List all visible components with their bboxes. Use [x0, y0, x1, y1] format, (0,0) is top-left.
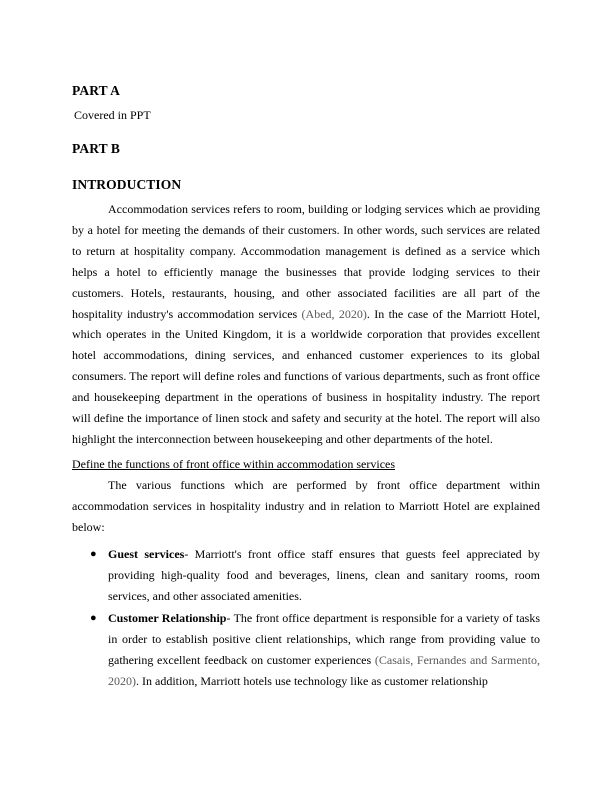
list-item-guest-services [72, 544, 540, 608]
introduction-citation: (Abed, 2020) [301, 306, 367, 321]
list-item-term: Customer Relationship [108, 610, 227, 625]
introduction-text-part-1: Accommodation services refers to room, building or lodging services which ae providing by a hotel for meeting the demands of their customers. In other words, such services are related to return at hospitality company. Accommodation management is defined as a service which helps a hotel to efficiently manage the businesses that provide lodging services to their customers. Hotels, restaurants, housing, and other associated facilities are all part of the hospitality industry's accommodation services [72, 202, 540, 321]
list-item-text-after: . In addition, Marriott hotels use technology like as customer relationship [136, 674, 488, 689]
part-a-heading: PART A [72, 83, 121, 98]
list-item-text: - Marriott's front office staff ensures that guests feel appreciated by providing high-quality food and beverages, linens, clean and sanitary rooms, room services, and other associated amenities. [108, 547, 540, 604]
list-item-text: - The front office department is responsible for a variety of tasks in order to establish positive client relationships, which range from providing value to gathering excellent feedback on customer experiences [108, 610, 540, 668]
front-office-subheading: Define the functions of front office within accommodation services [72, 457, 396, 471]
introduction-heading: INTRODUCTION [72, 177, 182, 192]
bullet-dot-icon: ● [90, 611, 97, 624]
introduction-text-part-2: . In the case of the Marriott Hotel, which operates in the United Kingdom, it is a worldwide corporation that provides excellent hotel accommodations, dining services, and enhanced customer experiences to its global consumers. The report will define roles and functions of various departments, such as front office and housekeeping department in the operations of business in hospitality industry. The report will define the importance of linen stock and safety and security at the hotel. The report will also highlight the interconnection between housekeeping and other departments of the hotel. [72, 306, 540, 446]
introduction-paragraph [72, 199, 540, 450]
list-item-term: Guest services [108, 547, 185, 561]
part-a-note: Covered in PPT [74, 108, 151, 122]
front-office-functions-list [72, 544, 540, 692]
list-item-customer-relationship [72, 608, 540, 693]
part-b-heading: PART B [72, 141, 121, 156]
front-office-intro-paragraph: The various functions which are performed by front office department within accommodation services in hospitality industry and in relation to Marriott Hotel are explained below: [72, 478, 540, 534]
bullet-dot-icon: ● [90, 548, 97, 560]
list-item-citation: (Casais, Fernandes and Sarmento, 2020) [108, 653, 540, 689]
